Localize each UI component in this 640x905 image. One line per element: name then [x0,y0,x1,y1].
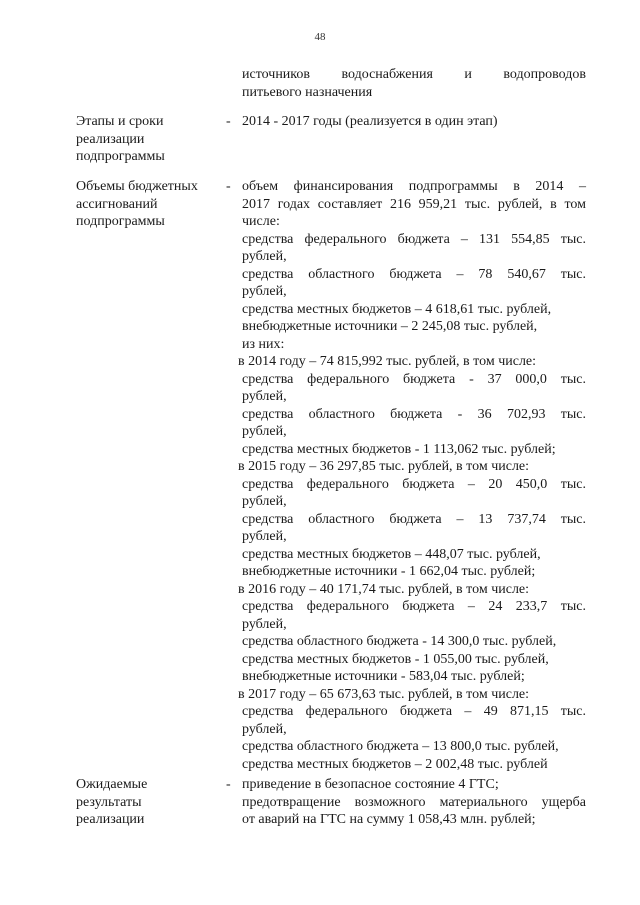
continuation-line: источников водоснабжения и водопроводов [242,67,586,82]
results-label [76,776,226,829]
text-line: рублей, [242,424,287,439]
budget-label-line: ассигнований [76,196,158,212]
text-line: от аварий на ГТС на сумму 1 058,43 млн. рублей; [242,812,536,827]
budget-label-line: Объемы бюджетных [76,179,198,194]
text-line: в 2014 году – 74 815,992 тыс. рублей, в том числе: [238,354,537,369]
text-line: средства областного бюджета – 13 800,0 тыс. рублей, [242,739,559,754]
continuation-text [242,66,586,101]
results-label-line: реализации [76,812,145,827]
text-line: внебюджетные источники - 1 662,04 тыс. рублей; [242,564,536,579]
text-line: средства местных бюджетов - 1 113,062 тыс. рублей; [242,441,556,457]
results-label-line: результаты [76,794,142,810]
text-line: средства областного бюджета – 13 737,74 тыс. [242,511,586,527]
stages-label-line: реализации [76,131,145,147]
page-number: 48 [314,31,326,43]
text-line: средства федерального бюджета - 37 000,0 тыс. [242,371,586,387]
results-text [242,776,586,829]
text-line: средства областного бюджета – 78 540,67 тыс. [242,266,586,282]
text-line: внебюджетные источники - 583,04 тыс. рублей; [242,669,525,684]
text-line: средства федерального бюджета – 131 554,85 тыс. [242,231,586,247]
text-line: средства федерального бюджета – 49 871,15 тыс. [242,704,586,719]
text-line: средства областного бюджета - 36 702,93 тыс. [242,406,586,422]
budget-label-line: подпрограммы [76,214,165,229]
text-line: приведение в безопасное состояние 4 ГТС; [242,777,499,792]
text-line: рублей, [242,389,287,404]
results-dash: - [226,777,231,792]
text-line: средства федерального бюджета – 20 450,0 тыс. [242,476,586,492]
text-line: средства федерального бюджета – 24 233,7 тыс. [242,599,586,614]
text-line: в 2016 году – 40 171,74 тыс. рублей, в том числе: [238,581,530,597]
text-line: рублей, [242,616,287,632]
text-line: рублей, [242,721,287,737]
text-line: в 2017 году – 65 673,63 тыс. рублей, в том числе: [238,686,530,702]
text-line: 2017 годах составляет 216 959,21 тыс. рублей, в том [242,196,586,212]
text-line: средства местных бюджетов – 4 618,61 тыс. рублей, [242,301,552,317]
results-label-line: Ожидаемые [76,777,148,792]
text-line: рублей, [242,529,287,544]
text-line: рублей, [242,249,287,264]
text-line: рублей, [242,494,287,509]
text-line: предотвращение возможного материального ущерба [242,794,586,810]
text-line: средства областного бюджета - 14 300,0 тыс. рублей, [242,634,557,649]
stages-label-line: Этапы и сроки [76,114,164,129]
stages-text [242,113,586,131]
stages-text-line: 2014 - 2017 годы (реализуется в один этап) [242,114,498,129]
continuation-line: питьевого назначения [242,84,373,100]
budget-text [238,178,586,773]
text-line: объем финансирования подпрограммы в 2014 – [242,179,586,194]
text-line: внебюджетные источники – 2 245,08 тыс. рублей, [242,319,538,334]
text-line: средства местных бюджетов - 1 055,00 тыс. рублей, [242,651,549,667]
budget-dash: - [226,179,231,194]
text-line: средства местных бюджетов – 2 002,48 тыс. рублей [242,756,548,772]
text-line: из них: [242,336,285,352]
budget-label [76,178,226,231]
stages-dash: - [226,114,231,129]
stages-label-line: подпрограммы [76,149,165,164]
text-line: в 2015 году – 36 297,85 тыс. рублей, в том числе: [238,459,530,474]
text-line: рублей, [242,284,287,299]
text-line: числе: [242,214,280,229]
stages-label [76,113,226,166]
text-line: средства местных бюджетов – 448,07 тыс. рублей, [242,546,541,562]
